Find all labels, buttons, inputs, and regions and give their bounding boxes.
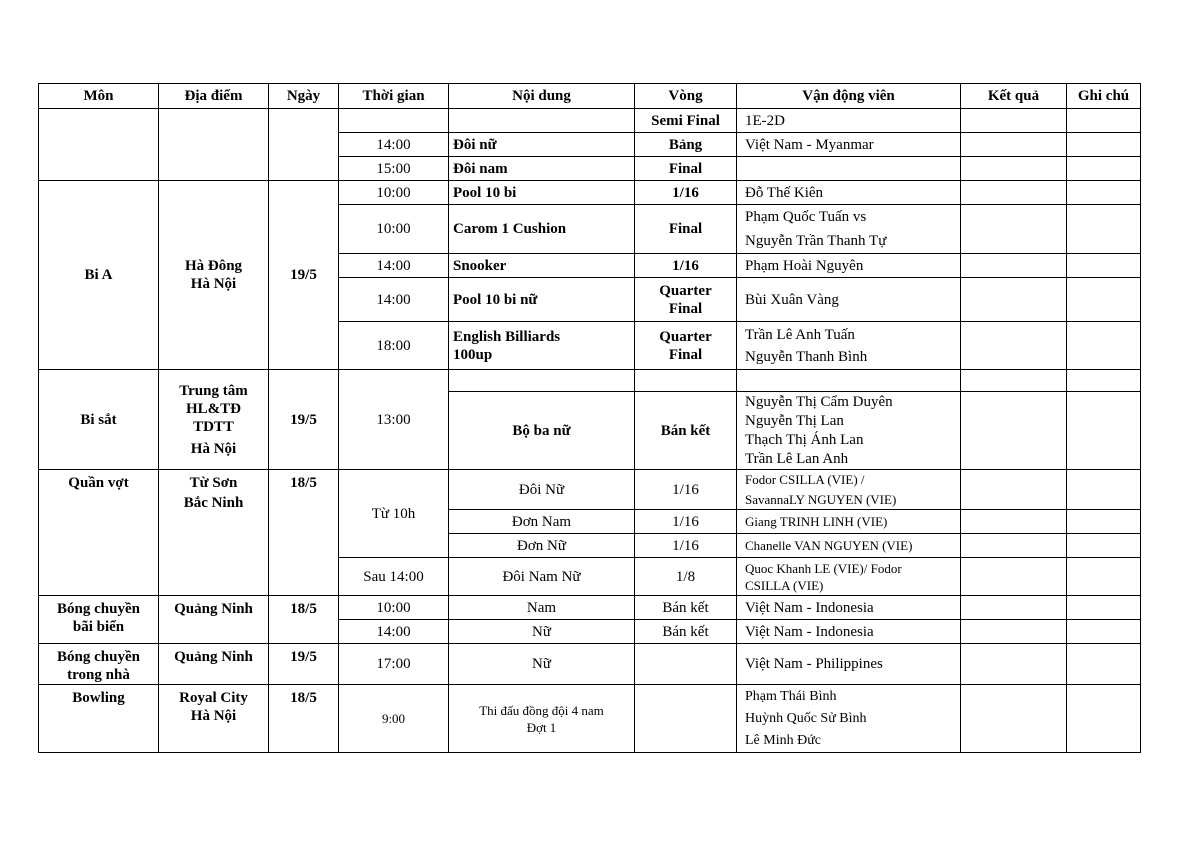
round-cell: Semi Final	[635, 109, 737, 133]
notes-cell	[1067, 510, 1141, 534]
notes-cell	[1067, 370, 1141, 392]
round-cell: 1/8	[635, 558, 737, 596]
sport-line: bãi biển	[72, 619, 125, 635]
venue-line: Hà Đông	[184, 258, 243, 274]
athlete-name: SavannaLY NGUYEN (VIE)	[745, 492, 897, 507]
athlete-name: Trần Lê Anh Tuấn	[745, 326, 855, 343]
athletes-cell: Bùi Xuân Vàng	[737, 278, 961, 322]
result-cell	[961, 534, 1067, 558]
result-cell	[961, 370, 1067, 392]
result-cell	[961, 254, 1067, 278]
athlete-name: Thạch Thị Ánh Lan	[745, 431, 864, 448]
table-row	[39, 370, 1141, 392]
result-cell	[961, 322, 1067, 370]
content-cell: Nam	[449, 596, 635, 620]
content-cell: Đơn Nam	[449, 510, 635, 534]
notes-cell	[1067, 322, 1141, 370]
athlete-name: Nguyễn Thị Cẩm Duyên	[745, 393, 893, 410]
round-cell: Bán kết	[635, 392, 737, 470]
sport-cell	[39, 644, 159, 685]
round-line: Quarter	[659, 282, 712, 299]
sport-line: Bóng chuyền	[57, 601, 140, 617]
header-date: Ngày	[269, 84, 339, 109]
venue-line: Trung tâm	[179, 382, 248, 399]
round-cell: 1/16	[635, 254, 737, 278]
venue-cell	[159, 370, 269, 470]
content-cell	[449, 370, 635, 392]
notes-cell	[1067, 133, 1141, 157]
round-cell	[635, 644, 737, 685]
content-line: Đợt 1	[526, 719, 557, 735]
time-cell: 14:00	[339, 254, 449, 278]
header-venue: Địa điểm	[159, 84, 269, 109]
round-cell: Bán kết	[635, 620, 737, 644]
date-cell: 18/5	[269, 685, 339, 753]
content-line: 100up	[453, 346, 493, 363]
notes-cell	[1067, 181, 1141, 205]
sport-cell	[39, 596, 159, 644]
content-cell: Đơn Nữ	[449, 534, 635, 558]
venue-cell	[159, 181, 269, 370]
table-row	[39, 181, 1141, 205]
content-cell	[449, 109, 635, 133]
athletes-cell: Việt Nam - Myanmar	[737, 133, 961, 157]
sport-cell: Quần vợt	[39, 470, 159, 596]
time-cell: Sau 14:00	[339, 558, 449, 596]
table-row	[39, 470, 1141, 510]
notes-cell	[1067, 278, 1141, 322]
notes-cell	[1067, 685, 1141, 753]
notes-cell	[1067, 109, 1141, 133]
notes-cell	[1067, 644, 1141, 685]
venue-line: Hà Nội	[190, 708, 237, 724]
venue-line: TDTT	[193, 418, 234, 435]
round-cell: Final	[635, 205, 737, 254]
time-cell	[339, 109, 449, 133]
venue-line: HL&TĐ	[185, 400, 241, 417]
result-cell	[961, 470, 1067, 510]
venue-line: Royal City	[179, 690, 248, 706]
result-cell	[961, 510, 1067, 534]
athletes-cell: Việt Nam - Indonesia	[737, 620, 961, 644]
content-cell: Đôi nữ	[449, 133, 635, 157]
round-cell: 1/16	[635, 181, 737, 205]
content-cell: Nữ	[449, 620, 635, 644]
result-cell	[961, 644, 1067, 685]
athletes-cell	[737, 205, 961, 254]
result-cell	[961, 133, 1067, 157]
content-cell: Snooker	[449, 254, 635, 278]
round-line: Quarter	[659, 328, 712, 345]
result-cell	[961, 392, 1067, 470]
result-cell	[961, 558, 1067, 596]
time-cell: 10:00	[339, 596, 449, 620]
time-cell: 14:00	[339, 133, 449, 157]
athlete-name: Nguyễn Thị Lan	[745, 412, 844, 429]
round-cell: 1/16	[635, 534, 737, 558]
round-cell	[635, 370, 737, 392]
athletes-cell	[737, 685, 961, 753]
content-line: Thi đấu đồng đội 4 nam	[479, 702, 604, 718]
notes-cell	[1067, 392, 1141, 470]
athletes-cell	[737, 370, 961, 392]
result-cell	[961, 685, 1067, 753]
table-row	[39, 596, 1141, 620]
athlete-name: Nguyễn Thanh Bình	[745, 348, 868, 365]
round-cell: Bảng	[635, 133, 737, 157]
athletes-cell: Việt Nam - Indonesia	[737, 596, 961, 620]
result-cell	[961, 278, 1067, 322]
result-cell	[961, 181, 1067, 205]
content-cell: Đôi nam	[449, 157, 635, 181]
sport-line: trong nhà	[67, 667, 130, 683]
athletes-cell: Việt Nam - Philippines	[737, 644, 961, 685]
venue-line: Hà Nội	[190, 276, 237, 292]
content-cell: Bộ ba nữ	[449, 392, 635, 470]
date-cell: 18/5	[269, 470, 339, 596]
round-line: Final	[668, 346, 703, 363]
athlete-name: Lê Minh Đức	[745, 732, 822, 748]
time-cell: 18:00	[339, 322, 449, 370]
content-cell: Pool 10 bi nữ	[449, 278, 635, 322]
athlete-name: Fodor CSILLA (VIE) /	[745, 472, 865, 487]
content-cell	[449, 322, 635, 370]
result-cell	[961, 596, 1067, 620]
content-cell: Đôi Nam Nữ	[449, 558, 635, 596]
time-cell: Từ 10h	[339, 470, 449, 558]
round-cell	[635, 685, 737, 753]
content-cell: Nữ	[449, 644, 635, 685]
content-cell	[449, 685, 635, 753]
time-cell: 10:00	[339, 181, 449, 205]
table-row	[39, 109, 1141, 133]
athletes-cell	[737, 322, 961, 370]
sport-cell: Bi sắt	[39, 370, 159, 470]
schedule-table	[38, 83, 1141, 753]
athletes-cell	[737, 392, 961, 470]
round-cell: 1/16	[635, 470, 737, 510]
round-line: Final	[668, 300, 703, 317]
athletes-cell: 1E-2D	[737, 109, 961, 133]
time-cell: 15:00	[339, 157, 449, 181]
content-line: English Billiards	[453, 328, 561, 345]
header-content: Nội dung	[449, 84, 635, 109]
venue-line: Hà Nội	[190, 440, 237, 457]
notes-cell	[1067, 596, 1141, 620]
result-cell	[961, 109, 1067, 133]
notes-cell	[1067, 534, 1141, 558]
header-round: Vòng	[635, 84, 737, 109]
notes-cell	[1067, 254, 1141, 278]
athlete-name: CSILLA (VIE)	[745, 577, 824, 593]
date-cell	[269, 109, 339, 181]
header-time: Thời gian	[339, 84, 449, 109]
round-cell	[635, 322, 737, 370]
venue-cell: Quảng Ninh	[159, 644, 269, 685]
athletes-cell	[737, 157, 961, 181]
notes-cell	[1067, 470, 1141, 510]
notes-cell	[1067, 157, 1141, 181]
venue-cell	[159, 109, 269, 181]
round-cell: Final	[635, 157, 737, 181]
athlete-name: Nguyễn Trần Thanh Tự	[745, 233, 887, 249]
athletes-cell	[737, 558, 961, 596]
notes-cell	[1067, 558, 1141, 596]
sport-cell	[39, 109, 159, 181]
result-cell	[961, 157, 1067, 181]
venue-cell	[159, 685, 269, 753]
notes-cell	[1067, 620, 1141, 644]
athletes-cell: Giang TRINH LINH (VIE)	[737, 510, 961, 534]
date-cell: 19/5	[269, 644, 339, 685]
result-cell	[961, 620, 1067, 644]
round-cell	[635, 278, 737, 322]
athletes-cell: Phạm Hoài Nguyên	[737, 254, 961, 278]
time-cell: 13:00	[339, 370, 449, 470]
content-cell: Carom 1 Cushion	[449, 205, 635, 254]
header-row	[39, 84, 1141, 109]
venue-line: Từ Sơn	[189, 475, 238, 491]
athletes-cell	[737, 470, 961, 510]
sport-cell: Bowling	[39, 685, 159, 753]
sport-line: Bóng chuyền	[57, 649, 140, 665]
round-cell: Bán kết	[635, 596, 737, 620]
header-result: Kết quả	[961, 84, 1067, 109]
time-cell: 10:00	[339, 205, 449, 254]
sport-cell: Bi A	[39, 181, 159, 370]
header-athletes: Vận động viên	[737, 84, 961, 109]
round-cell: 1/16	[635, 510, 737, 534]
time-cell: 14:00	[339, 278, 449, 322]
content-cell: Đôi Nữ	[449, 470, 635, 510]
notes-cell	[1067, 205, 1141, 254]
athlete-name: Trần Lê Lan Anh	[745, 450, 849, 467]
athlete-name: Phạm Quốc Tuấn vs	[745, 209, 867, 225]
athletes-cell: Đỗ Thế Kiên	[737, 181, 961, 205]
athletes-cell: Chanelle VAN NGUYEN (VIE)	[737, 534, 961, 558]
date-cell: 18/5	[269, 596, 339, 644]
date-cell: 19/5	[269, 181, 339, 370]
athlete-name: Phạm Thái Bình	[745, 688, 837, 704]
table-row	[39, 685, 1141, 753]
table-row	[39, 644, 1141, 685]
date-cell: 19/5	[269, 370, 339, 470]
venue-cell: Quảng Ninh	[159, 596, 269, 644]
header-sport: Môn	[39, 84, 159, 109]
result-cell	[961, 205, 1067, 254]
time-cell: 17:00	[339, 644, 449, 685]
athlete-name: Quoc Khanh LE (VIE)/ Fodor	[745, 560, 902, 576]
time-cell: 9:00	[339, 685, 449, 753]
venue-cell	[159, 470, 269, 596]
time-cell: 14:00	[339, 620, 449, 644]
athlete-name: Huỳnh Quốc Sử Bình	[745, 710, 867, 726]
venue-line: Bắc Ninh	[183, 495, 244, 511]
content-cell: Pool 10 bi	[449, 181, 635, 205]
header-notes: Ghi chú	[1067, 84, 1141, 109]
